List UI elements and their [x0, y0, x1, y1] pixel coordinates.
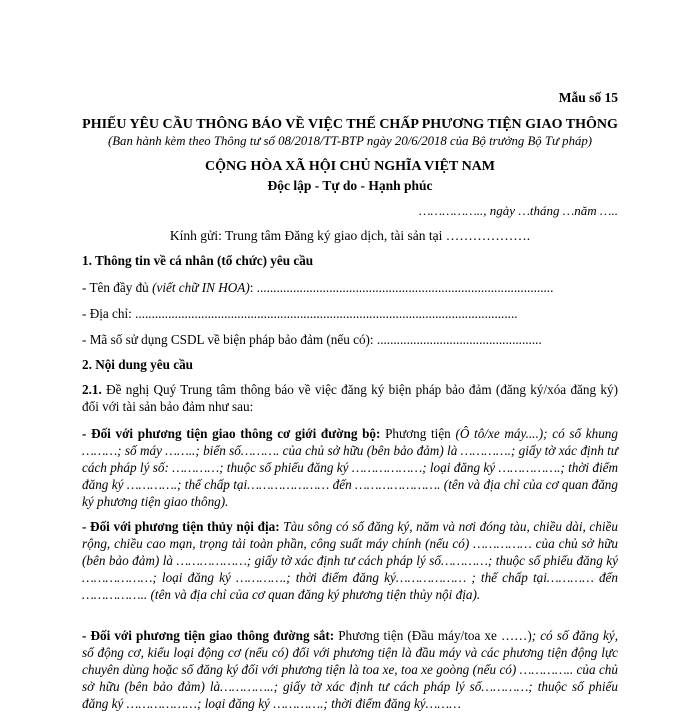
- national-motto: Độc lập - Tự do - Hạnh phúc: [267, 178, 433, 193]
- section-2-heading: 2. Nội dung yêu cầu: [82, 357, 194, 372]
- document-title: PHIẾU YÊU CẦU THÔNG BÁO VỀ VIỆC THẾ CHẤP PHƯƠNG TIỆN GIAO THÔNG: [82, 117, 618, 132]
- name-field: - Tên đầy đủ (viết chữ IN HOA): ..........................................................................................: [82, 280, 554, 295]
- name-hint: (viết chữ IN HOA): [152, 280, 250, 295]
- waterway-vehicle-label: - Đối với phương tiện thủy nội địa:: [82, 519, 280, 534]
- waterway-vehicle-paragraph: - Đối với phương tiện thủy nội địa: Tàu sông có số đăng ký, năm và nơi đóng tàu, chiều dài, chiều rộng, chiều cao mạn, trọng tải toàn phần, công suất máy chính (nếu có) …………… của chủ sở hữu (bên bảo đảm) là ………………; giấy tờ xác định tư cách pháp lý số…………; thuộc số phiếu đăng ký ………………; loại đăng ký ………….; thời điểm đăng ký……………… ; thế chấp tại………… đến …………….. (tên và địa chỉ của cơ quan đăng ký phương tiện thủy nội địa).: [82, 519, 618, 602]
- section-1-heading: 1. Thông tin về cá nhân (tổ chức) yêu cầu: [82, 253, 314, 268]
- form-number: Mẫu số 15: [558, 90, 618, 105]
- rail-vehicle-label: - Đối với phương tiện giao thông đường sắt:: [82, 628, 335, 643]
- address-field: - Địa chỉ: ....................................................................................................................: [82, 306, 518, 321]
- rail-vehicle-paragraph: - Đối với phương tiện giao thông đường sắt: Phương tiện (Đầu máy/toa xe ……); có số đăng ký, số động cơ, kiểu loại động cơ (nếu có) đối với phương tiện là đầu máy và các phương tiện động lực chuyên dùng hoặc số đăng ký đối với phương tiện là toa xe, toa xe goòng (nếu có) ………….. của chủ sở hữu (bên bảo đảm) là…………..; giấy tờ xác định tư cách pháp lý số…………; thuộc số phiếu đăng ký ………………; loại đăng ký ………….; thời điểm đăng ký………: [82, 628, 618, 711]
- national-title: CỘNG HÒA XÃ HỘI CHỦ NGHĨA VIỆT NAM: [204, 159, 495, 174]
- recipient-line: Kính gửi: Trung tâm Đăng ký giao dịch, tài sản tại ……………….: [169, 228, 531, 243]
- db-code-field: - Mã số sử dụng CSDL về biện pháp bảo đảm (nếu có): ..................................................: [82, 332, 542, 347]
- document-subtitle: (Ban hành kèm theo Thông tư số 08/2018/TT-BTP ngày 20/6/2018 của Bộ trưởng Bộ Tư pháp): [107, 134, 593, 148]
- road-vehicle-paragraph: - Đối với phương tiện giao thông cơ giới đường bộ: Phương tiện (Ô tô/xe máy....); có số khung ………; số máy ……..; biển số………. của chủ sở hữu (bên bảo đảm) là ………….; giấy tờ xác định tư cách pháp lý số: …………; thuộc số phiếu đăng ký ………………; loại đăng ký …………….; thời điểm đăng ký ………….; thế chấp tại………………… đến …………………. (tên và địa chỉ của cơ quan đăng ký phương tiện giao thông).: [82, 426, 618, 509]
- paragraph-2-1: 2.1. Đề nghị Quý Trung tâm thông báo về việc đăng ký biện pháp bảo đảm (đăng ký/xóa đăng ký) đối với tài sản bảo đảm như sau:: [82, 382, 618, 414]
- road-vehicle-label: - Đối với phương tiện giao thông cơ giới đường bộ:: [82, 426, 381, 441]
- date-line: …………….., ngày …tháng …năm …..: [419, 203, 618, 218]
